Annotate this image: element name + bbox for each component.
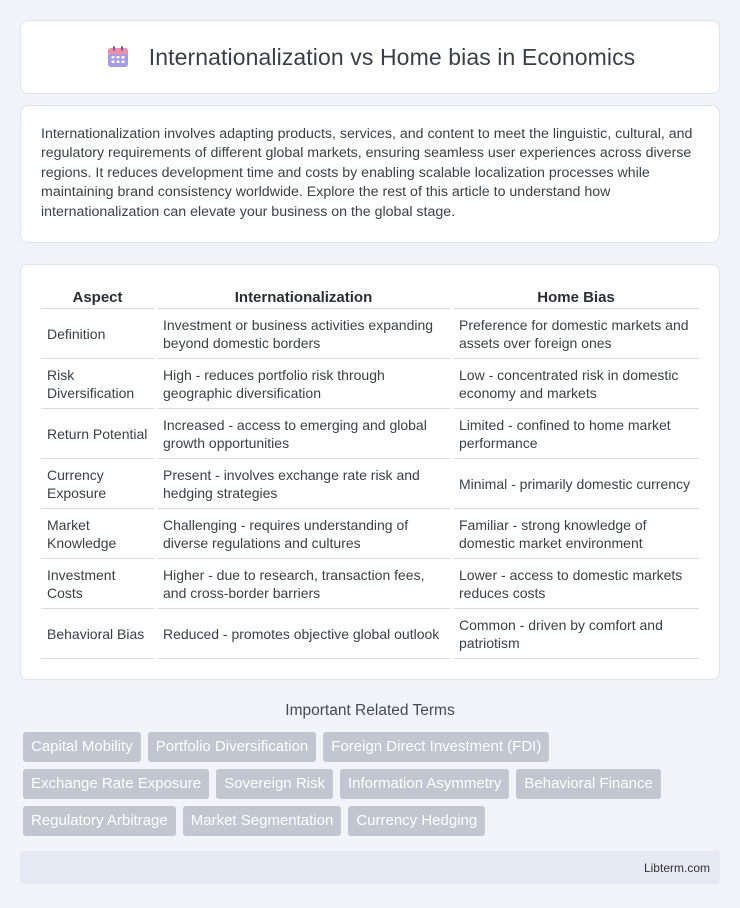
comparison-card (20, 264, 720, 680)
related-term-tag[interactable]: Currency Hedging (348, 806, 485, 836)
related-terms-heading: Important Related Terms (285, 702, 455, 720)
table-cell-aspect: Risk Diversification (41, 359, 154, 409)
table-row (41, 309, 699, 359)
table-cell-aspect: Behavioral Bias (41, 609, 154, 659)
table-cell-home-bias: Common - driven by comfort and patriotism (453, 609, 699, 659)
table-row (41, 459, 699, 509)
table-cell-aspect: Definition (41, 309, 154, 359)
table-cell-home-bias: Minimal - primarily domestic currency (453, 459, 699, 509)
table-cell-home-bias: Familiar - strong knowledge of domestic market environment (453, 509, 699, 559)
page-title: Internationalization vs Home bias in Economics (148, 43, 636, 70)
table-row (41, 359, 699, 409)
table-row (41, 609, 699, 659)
table-cell-internationalization: Investment or business activities expanding beyond domestic borders (157, 309, 450, 359)
column-header-home-bias: Home Bias (453, 285, 699, 309)
related-term-tag[interactable]: Foreign Direct Investment (FDI) (323, 732, 549, 762)
table-cell-aspect: Currency Exposure (41, 459, 154, 509)
related-term-tag[interactable]: Behavioral Finance (516, 769, 660, 799)
footer (20, 851, 720, 884)
intro-card (20, 105, 720, 243)
related-term-tag[interactable]: Regulatory Arbitrage (23, 806, 176, 836)
table-cell-internationalization: High - reduces portfolio risk through geographic diversification (157, 359, 450, 409)
column-header-aspect: Aspect (41, 285, 154, 309)
related-term-tag[interactable]: Sovereign Risk (216, 769, 333, 799)
footer-site-link[interactable]: Libterm.com (643, 860, 710, 875)
table-cell-home-bias: Limited - confined to home market performance (453, 409, 699, 459)
table-cell-internationalization: Increased - access to emerging and global growth opportunities (157, 409, 450, 459)
related-term-tag[interactable]: Exchange Rate Exposure (23, 769, 209, 799)
related-term-tag[interactable]: Capital Mobility (23, 732, 141, 762)
table-cell-internationalization: Challenging - requires understanding of diverse regulations and cultures (157, 509, 450, 559)
related-terms-list (20, 732, 720, 836)
column-header-internationalization: Internationalization (157, 285, 450, 309)
table-cell-internationalization: Present - involves exchange rate risk and hedging strategies (157, 459, 450, 509)
table-cell-internationalization: Higher - due to research, transaction fees, and cross-border barriers (157, 559, 450, 609)
table-row (41, 559, 699, 609)
table-row (41, 409, 699, 459)
related-term-tag[interactable]: Market Segmentation (183, 806, 342, 836)
comparison-table (38, 285, 702, 659)
table-cell-aspect: Investment Costs (41, 559, 154, 609)
table-cell-internationalization: Reduced - promotes objective global outlook (157, 609, 450, 659)
table-cell-home-bias: Low - concentrated risk in domestic economy and markets (453, 359, 699, 409)
calendar-grid-icon (105, 44, 131, 70)
table-cell-aspect: Return Potential (41, 409, 154, 459)
table-cell-home-bias: Preference for domestic markets and assets over foreign ones (453, 309, 699, 359)
related-term-tag[interactable]: Portfolio Diversification (148, 732, 317, 762)
intro-text: Internationalization involves adapting products, services, and content to meet the linguistic, cultural, and regulatory requirements of different global markets, ensuring seamless user experiences across diverse regions. It reduces development time and costs by enabling scalable localization processes while maintaining brand consistency worldwide. Explore the rest of this article to understand how internationalization can elevate your business on the global stage. (41, 126, 693, 220)
header (20, 20, 720, 94)
table-row (41, 509, 699, 559)
related-term-tag[interactable]: Information Asymmetry (340, 769, 509, 799)
table-header-row (41, 285, 699, 309)
table-cell-home-bias: Lower - access to domestic markets reduces costs (453, 559, 699, 609)
table-cell-aspect: Market Knowledge (41, 509, 154, 559)
